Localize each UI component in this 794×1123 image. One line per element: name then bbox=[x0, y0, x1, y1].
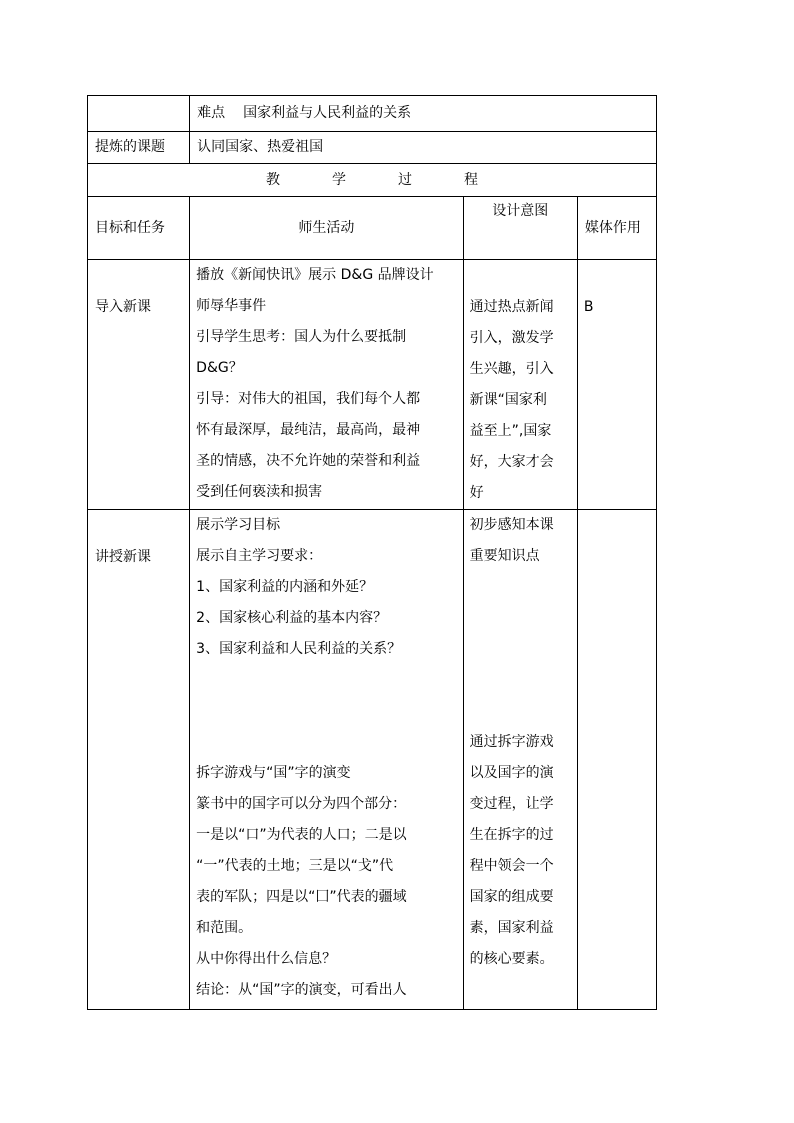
text-line: 和范围。 bbox=[196, 920, 253, 936]
process-title-char: 过 bbox=[398, 172, 412, 188]
header-goal: 目标和任务 bbox=[95, 219, 165, 236]
topic-value: 认同国家、热爱祖国 bbox=[197, 139, 324, 155]
intro-media: B bbox=[583, 299, 594, 315]
intro-stage-cell bbox=[88, 260, 190, 510]
difficulty-cell bbox=[190, 96, 657, 132]
text-line: 以及国字的演 bbox=[469, 765, 554, 781]
text-line: 怀有最深厚，最纯洁，最高尚，最神 bbox=[196, 422, 421, 438]
teach-row bbox=[88, 510, 657, 1010]
text-line: 师辱华事件 bbox=[196, 298, 267, 314]
process-title-cell bbox=[88, 164, 657, 197]
header-activity-cell bbox=[190, 197, 463, 260]
blank-line bbox=[470, 665, 575, 696]
process-title-char: 程 bbox=[464, 172, 478, 188]
text-line: “一”代表的土地；三是以“戈”代 bbox=[196, 858, 394, 874]
text-line: 篆书中的国字可以分为四个部分： bbox=[196, 796, 407, 812]
blank-line bbox=[470, 696, 575, 727]
teach-design-cell bbox=[463, 510, 577, 1010]
text-line: 引入，激发学 bbox=[469, 330, 554, 346]
text-line: 初步感知本课 bbox=[469, 517, 554, 533]
intro-row bbox=[88, 260, 657, 510]
text-line: 受到任何亵渎和损害 bbox=[196, 484, 323, 500]
text-line: 好 bbox=[469, 485, 484, 501]
text-line: 展示自主学习要求： bbox=[196, 548, 323, 564]
header-goal-cell bbox=[88, 197, 190, 260]
blank-line bbox=[196, 665, 460, 696]
blank-line bbox=[470, 634, 575, 665]
header-media-cell bbox=[577, 197, 656, 260]
intro-design-cell bbox=[463, 260, 577, 510]
teach-activity-cell bbox=[190, 510, 463, 1010]
intro-activity-cell bbox=[190, 260, 463, 510]
text-line: 生在拆字的过 bbox=[469, 827, 554, 843]
header-media: 媒体作用 bbox=[584, 219, 641, 236]
teach-media bbox=[578, 510, 656, 542]
topic-value-cell bbox=[190, 132, 657, 164]
teach-media-cell bbox=[577, 510, 656, 1010]
text-line: 结论：从“国”字的演变，可看出人 bbox=[196, 982, 407, 998]
text-line: 引导：对伟大的祖国，我们每个人都 bbox=[196, 391, 421, 407]
blank-line bbox=[196, 727, 460, 758]
teach-design bbox=[464, 510, 577, 975]
text-line: 好，大家才会 bbox=[469, 454, 554, 470]
text-line: 播放《新闻快讯》展示 D&G 品牌设计 bbox=[196, 267, 434, 283]
text-line: 3、国家利益和人民利益的关系？ bbox=[196, 641, 402, 657]
text-line: 的核心要素。 bbox=[469, 951, 554, 967]
text-line: 拆字游戏与“国”字的演变 bbox=[196, 765, 351, 781]
lesson-plan-table bbox=[87, 95, 657, 1010]
header-design: 设计意图 bbox=[492, 203, 549, 219]
intro-activity bbox=[190, 260, 462, 508]
intro-design bbox=[464, 260, 577, 509]
topic-label: 提炼的课题 bbox=[95, 139, 165, 155]
text-line: 表的军队；四是以“囗”代表的疆域 bbox=[196, 889, 407, 905]
difficulty-blank-cell bbox=[88, 96, 190, 132]
difficulty-label: 难点 bbox=[197, 105, 226, 121]
text-line: 生兴趣，引入 bbox=[469, 361, 554, 377]
teach-activity bbox=[190, 510, 462, 1006]
teach-stage-cell bbox=[88, 510, 190, 1010]
text-line: 新课“国家利 bbox=[469, 392, 547, 408]
column-header-row bbox=[88, 197, 657, 260]
teach-stage: 讲授新课 bbox=[95, 549, 151, 565]
header-design-cell bbox=[463, 197, 577, 260]
text-line: 圣的情感，决不允许她的荣誉和利益 bbox=[196, 453, 421, 469]
text-line: 1、国家利益的内涵和外延？ bbox=[196, 579, 374, 595]
difficulty-value: 国家利益与人民利益的关系 bbox=[243, 105, 412, 121]
process-title bbox=[88, 164, 656, 196]
blank-line bbox=[196, 696, 460, 727]
text-line: 一是以“口”为代表的人口；二是以 bbox=[196, 827, 407, 843]
text-line: 国家的组成要 bbox=[469, 889, 554, 905]
blank-line bbox=[470, 603, 575, 634]
text-line: 程中领会一个 bbox=[469, 858, 554, 874]
text-line: 引导学生思考：国人为什么要抵制 bbox=[196, 329, 407, 345]
text-line: 从中你得出什么信息？ bbox=[196, 951, 337, 967]
intro-stage: 导入新课 bbox=[95, 299, 151, 315]
blank-line bbox=[470, 572, 575, 603]
text-line: 益至上”,国家 bbox=[469, 423, 552, 439]
process-title-char: 学 bbox=[332, 172, 346, 188]
text-line: 重要知识点 bbox=[469, 548, 540, 564]
process-title-char: 教 bbox=[266, 172, 280, 188]
text-line: 通过热点新闻 bbox=[469, 299, 554, 315]
topic-label-cell bbox=[88, 132, 190, 164]
text-line: 素，国家利益 bbox=[469, 920, 554, 936]
text-line: 2、国家核心利益的基本内容？ bbox=[196, 610, 388, 626]
process-title-row bbox=[88, 164, 657, 197]
header-activity: 师生活动 bbox=[298, 219, 355, 236]
text-line: 展示学习目标 bbox=[196, 517, 281, 533]
text-line: D&G？ bbox=[196, 360, 243, 376]
topic-row bbox=[88, 132, 657, 164]
intro-media-cell bbox=[577, 260, 656, 510]
text-line: 通过拆字游戏 bbox=[469, 734, 554, 750]
text-line: 变过程，让学 bbox=[469, 796, 554, 812]
difficulty-row bbox=[88, 96, 657, 132]
